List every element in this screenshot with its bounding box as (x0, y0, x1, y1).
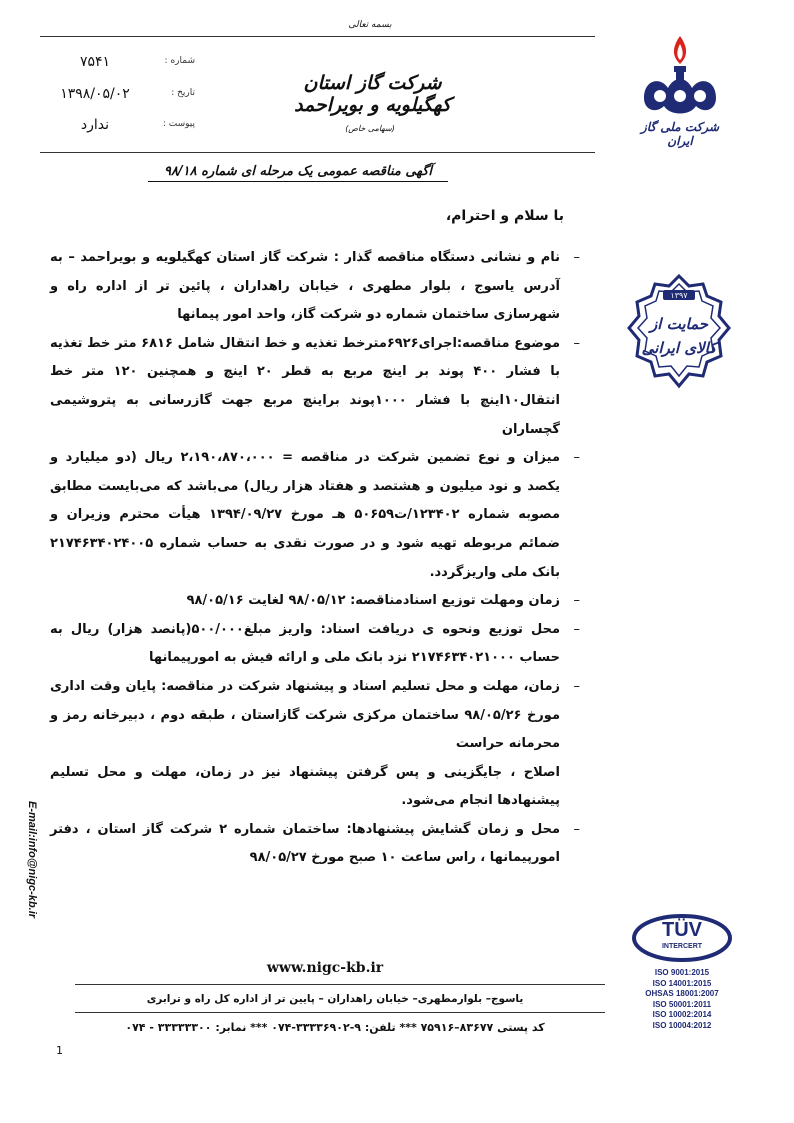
company-name: شرکت گاز استان کهگیلویه و بویراحمد (294, 72, 451, 116)
header-bottom-rule (40, 152, 595, 153)
page-number: 1 (56, 1044, 63, 1057)
header-top-rule (40, 36, 595, 37)
iso-cert: ISO 10002:2014 (652, 1010, 712, 1020)
list-item: – میزان و نوع تضمین شرکت در مناقصه = ۲،۱۹۰،۸۷۰،۰۰۰ ریال (دو میلیارد و یکصد و نود میلیون و هشتصد و هفتاد هزار ریال) می‌باشد که می‌بایست مطابق مصوبه شماره ۱۲۳۴۰۲/ت۵۰۶۵۹ هـ مورخ ۱۳۹۴/۰۹/۲۷ هیأت محترم وزیران و ضمائم مربوطه تهیه شود و در صورت نقدی به حساب شماره ۲۱۷۴۶۳۴۰۲۴۰۰۵ بانک ملی واریزگردد. (50, 444, 580, 587)
letter-number-label: شماره : (164, 56, 195, 66)
footer-rule (75, 1012, 605, 1013)
footer-address: یاسوج– بلوارمطهری– خیابان راهداران – پایین تر از اداره کل راه و ترابری (146, 993, 524, 1005)
list-item: – زمان، مهلت و محل تسلیم اسناد و پیشنهاد شرکت در مناقصه: پایان وقت اداری مورخ ۹۸/۰۵/۲۶ ساختمان مرکزی شرکت گازاستان ، طبقه دوم ، دبیرخانه رمز و محرمانه حراست (50, 673, 580, 759)
tuv-brand: TÜV (662, 919, 702, 941)
list-item: – موضوع مناقصه:اجرای۶۹۲۶مترخط تغذیه و خط انتقال شامل ۶۸۱۶ متر خط تغذیه با فشار ۴۰۰ پوند بر اینچ مربع به قطر ۲۰ اینچ و همچنین ۱۲۰ متر خط انتقال۱۰اینچ با فشار ۱۰۰۰پوند براینچ مربع جهت گازرسانی به پتروشیمی گچساران (50, 330, 580, 444)
iso-cert: ISO 14001:2015 (652, 978, 712, 988)
vertical-email: E-mail:info@nigc-kb.ir (26, 801, 38, 919)
list-item: اصلاح ، جایگزینی و پس گرفتن پیشنهاد نیز در زمان، مهلت و محل تسلیم پیشنهادها انجام می‌شود. (50, 764, 560, 809)
footer-rule (75, 984, 605, 985)
tuv-intercert-logo-icon (630, 912, 734, 962)
document-title: آگهی مناقصه عمومی یک مرحله ای شماره ۹۸/۱۸ (148, 164, 448, 182)
letter-date-value: ۱۳۹۸/۰۵/۰۲ (60, 86, 130, 102)
letter-attachment-row (45, 117, 195, 137)
seal-year: ۱۳۹۷ (670, 291, 688, 300)
seal-text: حمایت از کالای ایرانی (641, 315, 717, 357)
list-item: – نام و نشانی دستگاه مناقصه گذار : شرکت گاز استان کهگیلویه و بویراحمد – به آدرس یاسوج ، بلوار مطهری ، خیابان راهداران ، پائین تر از اداره راه و شهرسازی ساختمان شماره دو شرکت گاز، واحد امور پیمانها (50, 244, 580, 330)
letter-number-row (45, 54, 195, 74)
iso-cert: ISO 9001:2015 (654, 968, 710, 977)
list-item: – محل توزیع ونحوه ی دریافت اسناد: واریز مبلغ۵۰۰/۰۰۰(پانصد هزار) ریال به حساب ۲۱۷۴۶۳۴۰۲۱۰۰۰ نزد بانک ملی و ارائه فیش به امورپیمانها (50, 616, 580, 673)
website-url: www.nigc-kb.ir (266, 960, 384, 976)
company-subtitle: (سهامی خاص) (345, 124, 395, 133)
iso-cert: ISO 50001:2011 (652, 999, 712, 1009)
besmellah: بسمه تعالی (348, 20, 392, 30)
nigc-logo-text: شرکت ملی گاز ایران (640, 120, 720, 148)
letter-number-value: ۷۵۴۱ (79, 54, 111, 70)
letter-attachment-value: ندارد (80, 117, 110, 133)
letter-date-row (45, 86, 195, 106)
iso-cert: OHSAS 18001:2007 (645, 989, 719, 999)
greeting: با سلام و احترام، (445, 208, 564, 224)
iso-certificates (632, 968, 732, 1032)
iso-cert: ISO 10004:2012 (652, 1020, 712, 1030)
list-item: – محل و زمان گشایش پیشنهادها: ساختمان شماره ۲ شرکت گاز استان ، دفتر امورپیمانها ، راس ساعت ۱۰ صبح مورخ ۹۸/۰۵/۲۷ (50, 816, 580, 873)
document-body (50, 244, 580, 873)
letter-attachment-label: پیوست : (162, 119, 195, 129)
footer-contact: کد پستی ۸۳۶۷۷–۷۵۹۱۶ *** تلفن: ۹-۳۳۳۳۶۹۰۲-۰۷۴ *** نمابر: ۳۳۳۳۳۳۰۰ - ۰۷۴ (125, 1021, 545, 1034)
letter-date-label: تاریخ : (171, 88, 195, 98)
list-item: – زمان ومهلت توزیع اسنادمناقصه: ۹۸/۰۵/۱۲ لغایت ۹۸/۰۵/۱۶ (50, 587, 580, 616)
tuv-sub: INTERCERT (661, 943, 703, 950)
